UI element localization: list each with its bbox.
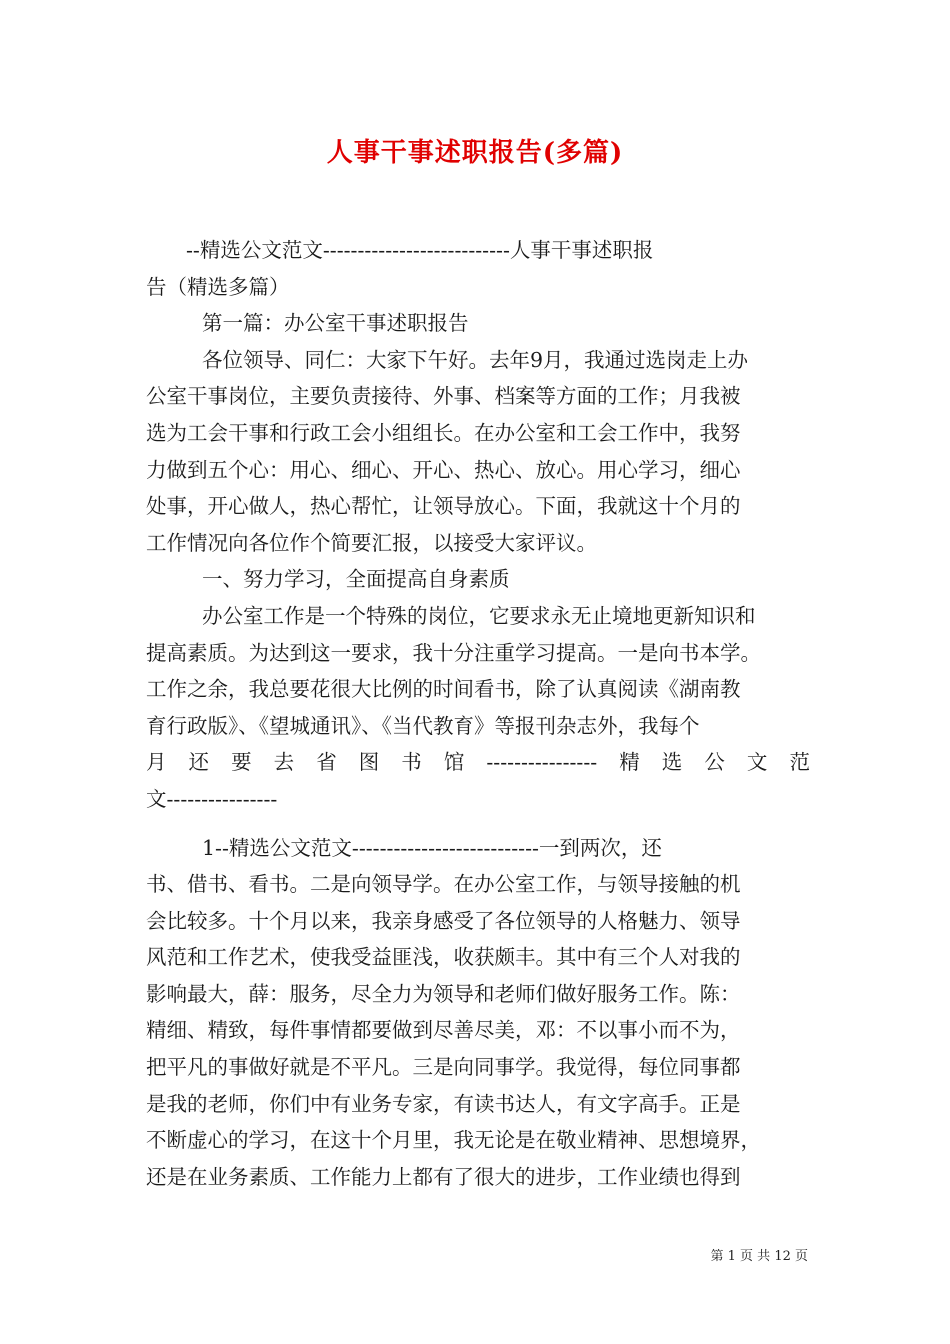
text-line: 精细、精致，每件事情都要做到尽善尽美，邓：不以事小而不为， (146, 1018, 741, 1043)
justified-char: 省 (316, 750, 337, 775)
justified-char: 选 (661, 750, 683, 775)
text-line: 各位领导、同仁：大家下午好。去年9月，我通过选岗走上办 (202, 347, 749, 372)
text-line: 把平凡的事做好就是不平凡。三是向同事学。我觉得，每位同事都 (146, 1055, 741, 1080)
page-number-footer: 第 1 页 共 12 页 (710, 1249, 808, 1264)
justified-char: 要 (231, 750, 252, 775)
justified-char: 图 (358, 750, 380, 775)
text-line: 还是在业务素质、工作能力上都有了很大的进步，工作业绩也得到 (146, 1164, 741, 1189)
text-line: 1--精选公文范文---------------------------一到两次，还 (202, 835, 662, 860)
document-title: 人事干事述职报告(多篇) (326, 138, 624, 168)
text-line: 办公室工作是一个特殊的岗位，它要求永无止境地更新知识和 (202, 603, 756, 628)
text-line: 风范和工作艺术，使我受益匪浅，收获颇丰。其中有三个人对我的 (146, 945, 741, 970)
text-line: 影响最大，薛：服务，尽全力为领导和老师们做好服务工作。陈： (146, 981, 741, 1006)
text-line: 告（精选多篇） (146, 274, 290, 299)
text-line: 选为工会干事和行政工会小组组长。在办公室和工会工作中，我努 (146, 420, 741, 445)
text-line: 提高素质。为达到这一要求，我十分注重学习提高。一是向书本学。 (146, 640, 761, 665)
text-line: 不断虚心的学习，在这十个月里，我无论是在敬业精神、思想境界， (146, 1128, 761, 1153)
text-line: 工作情况向各位作个简要汇报，以接受大家评议。 (146, 530, 597, 555)
section-heading: 第一篇：办公室干事述职报告 (202, 311, 469, 336)
text-line: 书、借书、看书。二是向领导学。在办公室工作，与领导接触的机 (146, 872, 741, 897)
justified-char: 还 (188, 750, 210, 775)
text-line: 育行政版》、《望城通讯》、《当代教育》等报刊杂志外，我每个 (146, 713, 700, 738)
text-line: 是我的老师，你们中有业务专家，有读书达人，有文字高手。正是 (146, 1091, 741, 1116)
justified-char: 书 (401, 750, 422, 775)
text-line: 工作之余，我总要花很大比例的时间看书，除了认真阅读《湖南教 (146, 677, 741, 702)
text-line: 力做到五个心：用心、细心、开心、热心、放心。用心学习，细心 (146, 457, 741, 482)
justified-text-line (146, 744, 810, 781)
justified-char: 去 (273, 750, 295, 775)
justified-char: 精 (619, 750, 640, 775)
justified-char: 月 (146, 750, 167, 775)
text-line: 文---------------- (146, 786, 278, 811)
justified-dashes: ---------------- (486, 750, 598, 775)
text-line: 处事，开心做人，热心帮忙，让领导放心。下面，我就这十个月的 (146, 494, 741, 519)
justified-char: 馆 (443, 750, 465, 775)
paragraph-gap (146, 818, 810, 830)
document-body (146, 232, 810, 1195)
justified-char: 文 (746, 750, 768, 775)
text-line: --精选公文范文---------------------------人事干事述职报 (186, 238, 654, 262)
text-line: 会比较多。十个月以来，我亲身感受了各位领导的人格魅力、领导 (146, 908, 741, 933)
subsection-heading: 一、努力学习，全面提高自身素质 (202, 567, 510, 592)
justified-char: 公 (704, 750, 725, 775)
justified-char: 范 (789, 750, 810, 775)
text-line: 公室干事岗位，主要负责接待、外事、档案等方面的工作；月我被 (146, 384, 741, 409)
